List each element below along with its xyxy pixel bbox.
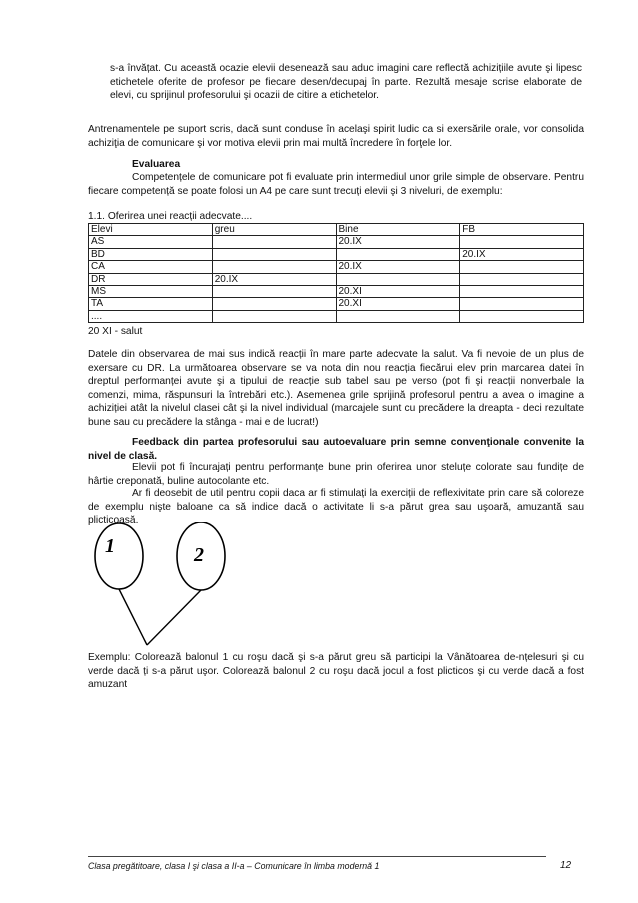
table-cell: 20.XI	[336, 285, 460, 297]
table-cell	[212, 298, 336, 310]
balloon-2-string	[147, 590, 201, 645]
header-cell: Bine	[336, 224, 460, 236]
paragraph-data: Datele din observarea de mai sus indică reacții în mare parte adecvate la salut. Va fi nevoie de un plus de exersare cu DR. La următoarea observare se va nota din nou reacția fiecărui elev prin marcarea datei în dreptul performanței avute şi a tipului de reacție sub tabel sau pe verso (pot fi şi reacții nonverbale la comenzi, mima, răspunsuri la întrebări etc.). Asemenea grile sprijină profesorul pentru a avea o imagine a achiziției atât la nivelul clasei cât şi la nivel individual (marcajele sunt cu precădere la dreapta - deci rezultate bune sau cu precădere la stânga - mai e de lucrat!)	[88, 349, 584, 428]
balloon-1-string	[119, 589, 147, 645]
table-cell	[212, 285, 336, 297]
header-cell: greu	[212, 224, 336, 236]
table-cell: AS	[89, 236, 213, 248]
balloon-2-label: 2	[194, 544, 204, 566]
heading-evaluation: Evaluarea	[132, 159, 181, 170]
table-row	[89, 236, 584, 248]
header-cell: Elevi	[89, 224, 213, 236]
balloons-illustration	[88, 522, 248, 648]
table-cell	[460, 310, 584, 322]
table-row	[89, 273, 584, 285]
table-row	[89, 298, 584, 310]
table-cell	[336, 310, 460, 322]
table-note: 20 XI - salut	[88, 326, 143, 337]
table-cell: ....	[89, 310, 213, 322]
table-cell	[460, 273, 584, 285]
observation-table	[88, 223, 584, 323]
header-cell: FB	[460, 224, 584, 236]
page-number: 12	[560, 860, 572, 871]
table-cell: 20.IX	[460, 248, 584, 260]
table-header-row	[89, 224, 584, 236]
paragraph-training: Antrenamentele pe suport scris, dacă sunt conduse în acelaşi spirit ludic ca si exersările orale, vor consolida achiziţia de comunicare şi vor motiva elevii prin mai multă încredere în forţele lor.	[88, 124, 584, 149]
table-cell	[212, 310, 336, 322]
balloon-1-label: 1	[105, 535, 115, 557]
table-cell: DR	[89, 273, 213, 285]
table-cell: 20.IX	[336, 261, 460, 273]
footer-divider	[88, 856, 546, 857]
table-cell	[460, 236, 584, 248]
table-row	[89, 261, 584, 273]
table-cell	[212, 236, 336, 248]
table-cell	[336, 273, 460, 285]
table-cell	[212, 261, 336, 273]
heading-feedback: Feedback din partea profesorului sau autoevaluare prin semne convenţionale convenite la nivel de clasă.	[88, 437, 584, 462]
table-row	[89, 310, 584, 322]
table-cell	[460, 298, 584, 310]
table-cell	[336, 248, 460, 260]
table-cell: TA	[89, 298, 213, 310]
footer-text: Clasa pregătitoare, clasa I şi clasa a II-a – Comunicare în limba modernă 1	[88, 861, 380, 871]
paragraph-top: s-a învățat. Cu această ocazie elevii desenează sau aduc imagini care reflectă achizițiile avute şi lipesc etichetele oferite de profesor pe fiecare desen/decupaj în parte. Rezultă mesaje scrise elaborate de elevi, cu sprijinul profesorului şi ocazii de citire a etichetelor.	[110, 63, 582, 102]
table-cell: 20.IX	[212, 273, 336, 285]
table-cell	[212, 248, 336, 260]
table-cell	[460, 285, 584, 297]
balloon-1	[95, 523, 143, 589]
table-cell	[460, 261, 584, 273]
table-cell: BD	[89, 248, 213, 260]
table-caption: 1.1. Oferirea unei reacții adecvate....	[88, 211, 253, 222]
paragraph-evaluation: Competențele de comunicare pot fi evaluate prin intermediul unor grile simple de observare. Pentru fiecare competență se poate folosi un A4 pe care sunt trecuți elevii şi 3 niveluri, de exemplu:	[88, 172, 584, 197]
table-cell: 20.IX	[336, 236, 460, 248]
table-cell: CA	[89, 261, 213, 273]
paragraph-example: Exemplu: Colorează balonul 1 cu roşu dacă şi s-a părut greu să participi la Vânătoarea de-nțelesuri şi cu verde dacă ți s-a părut uşor. Colorează balonul 2 cu roşu dacă jocul a fost plicticos şi cu verde dacă a fost amuzant	[88, 652, 584, 691]
table-row	[89, 285, 584, 297]
paragraph-feedback-balloons: Ar fi deosebit de util pentru copii daca ar fi stimulați la exerciții de reflexivitate prin care să coloreze de exemplu nişte baloane ca să indice dacă o activitate li s-a părut grea sau uşoară, amuzantă sau plicticoasă.	[88, 488, 584, 527]
table-cell: MS	[89, 285, 213, 297]
table-cell: 20.XI	[336, 298, 460, 310]
table-row	[89, 248, 584, 260]
paragraph-feedback-stickers: Elevii pot fi încurajați pentru performanțe bune prin oferirea unor steluțe colorate sau fundițe de hârtie creponată, buline autocolante etc.	[88, 462, 584, 487]
